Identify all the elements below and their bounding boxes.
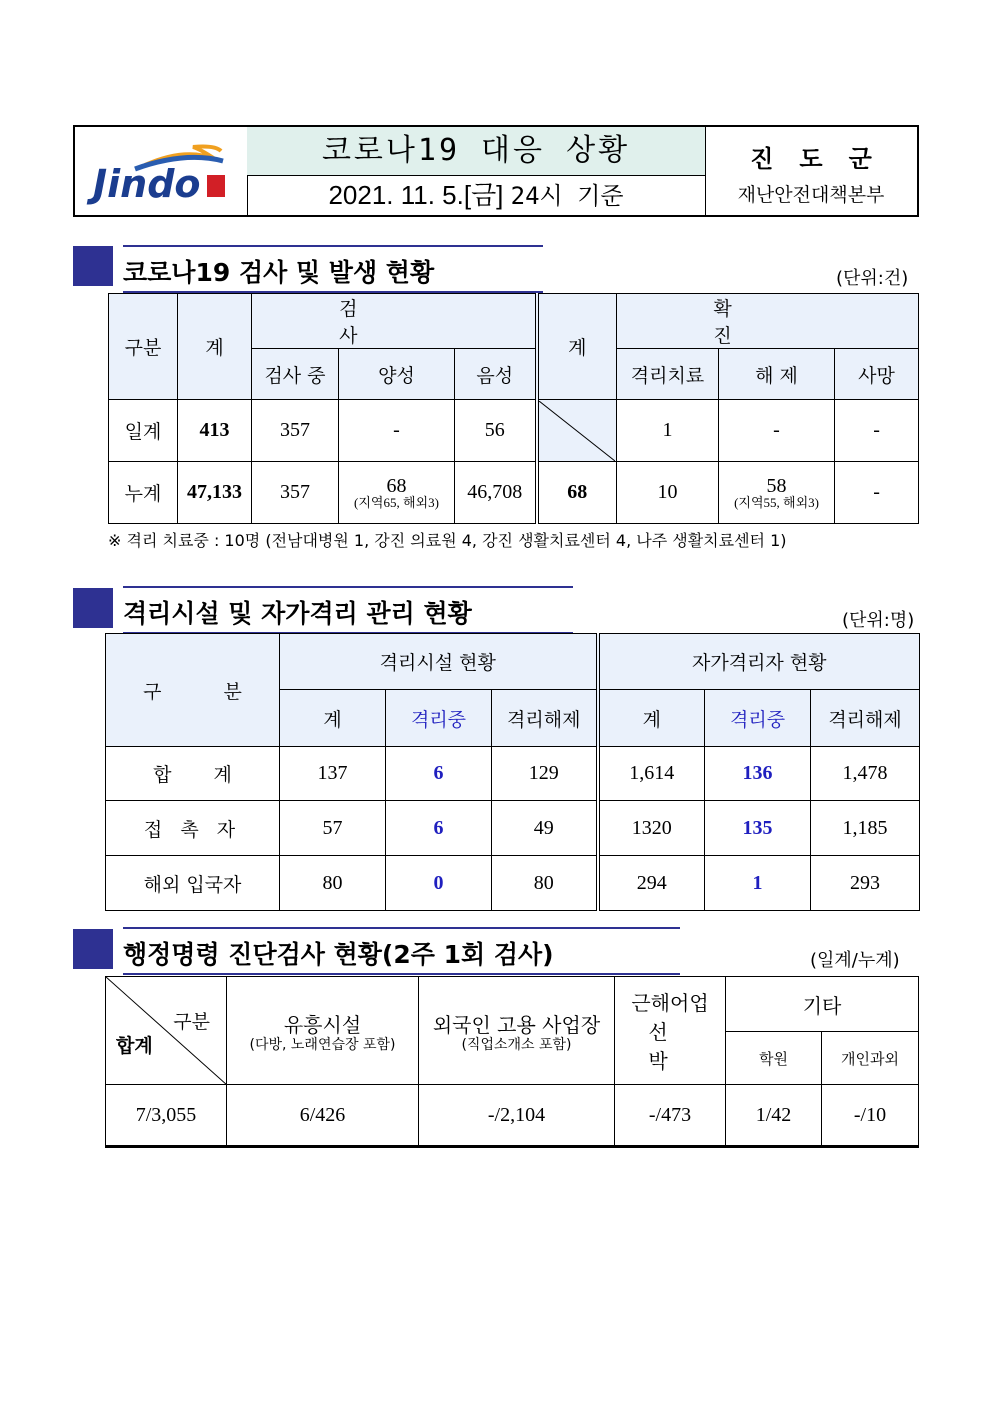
cell-positive: - xyxy=(339,400,455,462)
isolation-note: ※ 격리 치료중 : 10명 (전남대병원 1, 강진 의료원 4, 강진 생활치료센터 4, 나주 생활치료센터 1) xyxy=(108,531,787,550)
cell-s-total: 294 xyxy=(598,856,705,911)
th-tutor: 개인과외 xyxy=(822,1032,919,1085)
diagonal-line xyxy=(539,401,615,461)
cell-testing: 357 xyxy=(252,400,339,462)
cell-isolation: 1 xyxy=(617,400,719,462)
table-row xyxy=(109,462,919,524)
th-total: 계 xyxy=(178,294,252,400)
th-f-rel: 격리해제 xyxy=(492,690,598,747)
th-gubun: 구분 xyxy=(109,294,178,400)
table-row xyxy=(106,856,920,911)
row-label: 누계 xyxy=(109,462,178,524)
cell-total: 7/3,055 xyxy=(106,1085,227,1147)
cell-s-ing: 136 xyxy=(705,747,811,801)
cell-release: - xyxy=(719,400,835,462)
logo-text: Jindo xyxy=(93,162,201,206)
th-s-ing: 격리중 xyxy=(705,690,811,747)
th-confirmed: 확 진 xyxy=(617,294,919,349)
th-total2: 계 xyxy=(537,294,617,400)
th-s-rel: 격리해제 xyxy=(811,690,920,747)
table-row xyxy=(106,1085,919,1147)
th-death: 사망 xyxy=(835,349,919,400)
row-label: 해외 입국자 xyxy=(106,856,280,911)
cell-tutor: -/10 xyxy=(822,1085,919,1147)
cell-death: - xyxy=(835,462,919,524)
cell-total: 413 xyxy=(178,400,252,462)
date-text: 2021. 11. 5.[금] xyxy=(328,180,504,210)
ent-sub: (다방, 노래연습장 포함) xyxy=(249,1037,396,1053)
cell-ent: 6/426 xyxy=(227,1085,419,1147)
cell-s-rel: 1,185 xyxy=(811,801,920,856)
cell-f-ing: 6 xyxy=(386,747,492,801)
cell-s-rel: 1,478 xyxy=(811,747,920,801)
report-date xyxy=(247,176,705,215)
jindo-logo xyxy=(75,127,248,215)
section1-unit: (단위:건) xyxy=(836,268,909,289)
th-positive: 양성 xyxy=(339,349,455,400)
th-f-ing: 격리중 xyxy=(386,690,492,747)
quarantine-table xyxy=(105,633,920,911)
cell-f-ing: 6 xyxy=(386,801,492,856)
cell-isolation: 10 xyxy=(617,462,719,524)
th-isolation: 격리치료 xyxy=(617,349,719,400)
table-row xyxy=(106,801,920,856)
cell-f-total: 80 xyxy=(280,856,386,911)
th-testing: 검사 중 xyxy=(252,349,339,400)
th-fishing xyxy=(615,977,726,1085)
cell-s-rel: 293 xyxy=(811,856,920,911)
cell-release xyxy=(719,462,835,524)
th-test: 검 사 xyxy=(252,294,537,349)
th-foreign xyxy=(419,977,615,1085)
cell-f-rel: 49 xyxy=(492,801,598,856)
dept-name: 재난안전대책본부 xyxy=(737,184,885,206)
th-gubun: 구 분 xyxy=(106,634,280,747)
cell-death: - xyxy=(835,400,919,462)
row-label: 일계 xyxy=(109,400,178,462)
cell-s-ing: 135 xyxy=(705,801,811,856)
cell-fishing: -/473 xyxy=(615,1085,726,1147)
th-f-total: 계 xyxy=(280,690,386,747)
row-label: 합 계 xyxy=(106,747,280,801)
th-corner xyxy=(106,977,227,1085)
cell-negative: 46,708 xyxy=(455,462,537,524)
th-s-total: 계 xyxy=(598,690,705,747)
positive-sub: (지역65, 해외3) xyxy=(354,494,439,510)
section1-marker xyxy=(73,246,113,286)
cell-foreign: -/2,104 xyxy=(419,1085,615,1147)
th-academy: 학원 xyxy=(726,1032,822,1085)
th-self: 자가격리자 현황 xyxy=(598,634,920,690)
cell-academy: 1/42 xyxy=(726,1085,822,1147)
cell-f-total: 57 xyxy=(280,801,386,856)
cell-f-total: 137 xyxy=(280,747,386,801)
release-value: 58 xyxy=(766,474,787,497)
section3-marker xyxy=(73,929,113,969)
foreign-sub: (직업소개소 포함) xyxy=(461,1037,572,1053)
cell-s-ing: 1 xyxy=(705,856,811,911)
cell-total: 47,133 xyxy=(178,462,252,524)
release-sub: (지역55, 해외3) xyxy=(734,494,819,510)
ent-label: 유흥시설 xyxy=(283,1013,362,1037)
table-row xyxy=(106,747,920,801)
cell-total2-empty xyxy=(537,400,617,462)
cell-positive xyxy=(339,462,455,524)
cell-s-total: 1320 xyxy=(598,801,705,856)
section3-title: 행정명령 진단검사 현황(2주 1회 검사) xyxy=(123,935,680,975)
corner-total: 합계 xyxy=(116,1035,153,1057)
fishing-label: 근해어업 xyxy=(631,991,709,1015)
section3-unit: (일계/누계) xyxy=(810,950,900,971)
th-etc: 기타 xyxy=(726,977,919,1032)
admin-order-table xyxy=(105,976,919,1148)
section2-unit: (단위:명) xyxy=(842,610,915,631)
org-name: 진도군 xyxy=(750,145,898,173)
th-ent xyxy=(227,977,419,1085)
test-status-table xyxy=(108,293,919,524)
th-negative: 음성 xyxy=(455,349,537,400)
cell-s-total: 1,614 xyxy=(598,747,705,801)
row-label: 접 촉 자 xyxy=(106,801,280,856)
fishing-label2: 선 박 xyxy=(648,1020,692,1073)
th-release: 해 제 xyxy=(719,349,835,400)
cell-total2: 68 xyxy=(537,462,617,524)
cell-f-rel: 80 xyxy=(492,856,598,911)
cell-negative: 56 xyxy=(455,400,537,462)
section2-marker xyxy=(73,588,113,628)
foreign-label: 외국인 고용 사업장 xyxy=(432,1013,601,1037)
cell-f-rel: 129 xyxy=(492,747,598,801)
section2-title: 격리시설 및 자가격리 관리 현황 xyxy=(123,594,573,634)
cell-f-ing: 0 xyxy=(386,856,492,911)
th-facility: 격리시설 현황 xyxy=(280,634,598,690)
positive-value: 68 xyxy=(386,474,407,497)
corner-gubun: 구분 xyxy=(173,1011,210,1033)
jindo-logo-icon xyxy=(75,127,247,215)
table-row xyxy=(109,400,919,462)
cell-testing: 357 xyxy=(252,462,339,524)
page-title: 코로나19 대응 상황 xyxy=(247,127,705,176)
date-suffix: 24시 기준 xyxy=(510,182,624,210)
section1-title: 코로나19 검사 및 발생 현황 xyxy=(123,253,543,293)
report-header xyxy=(73,125,919,217)
